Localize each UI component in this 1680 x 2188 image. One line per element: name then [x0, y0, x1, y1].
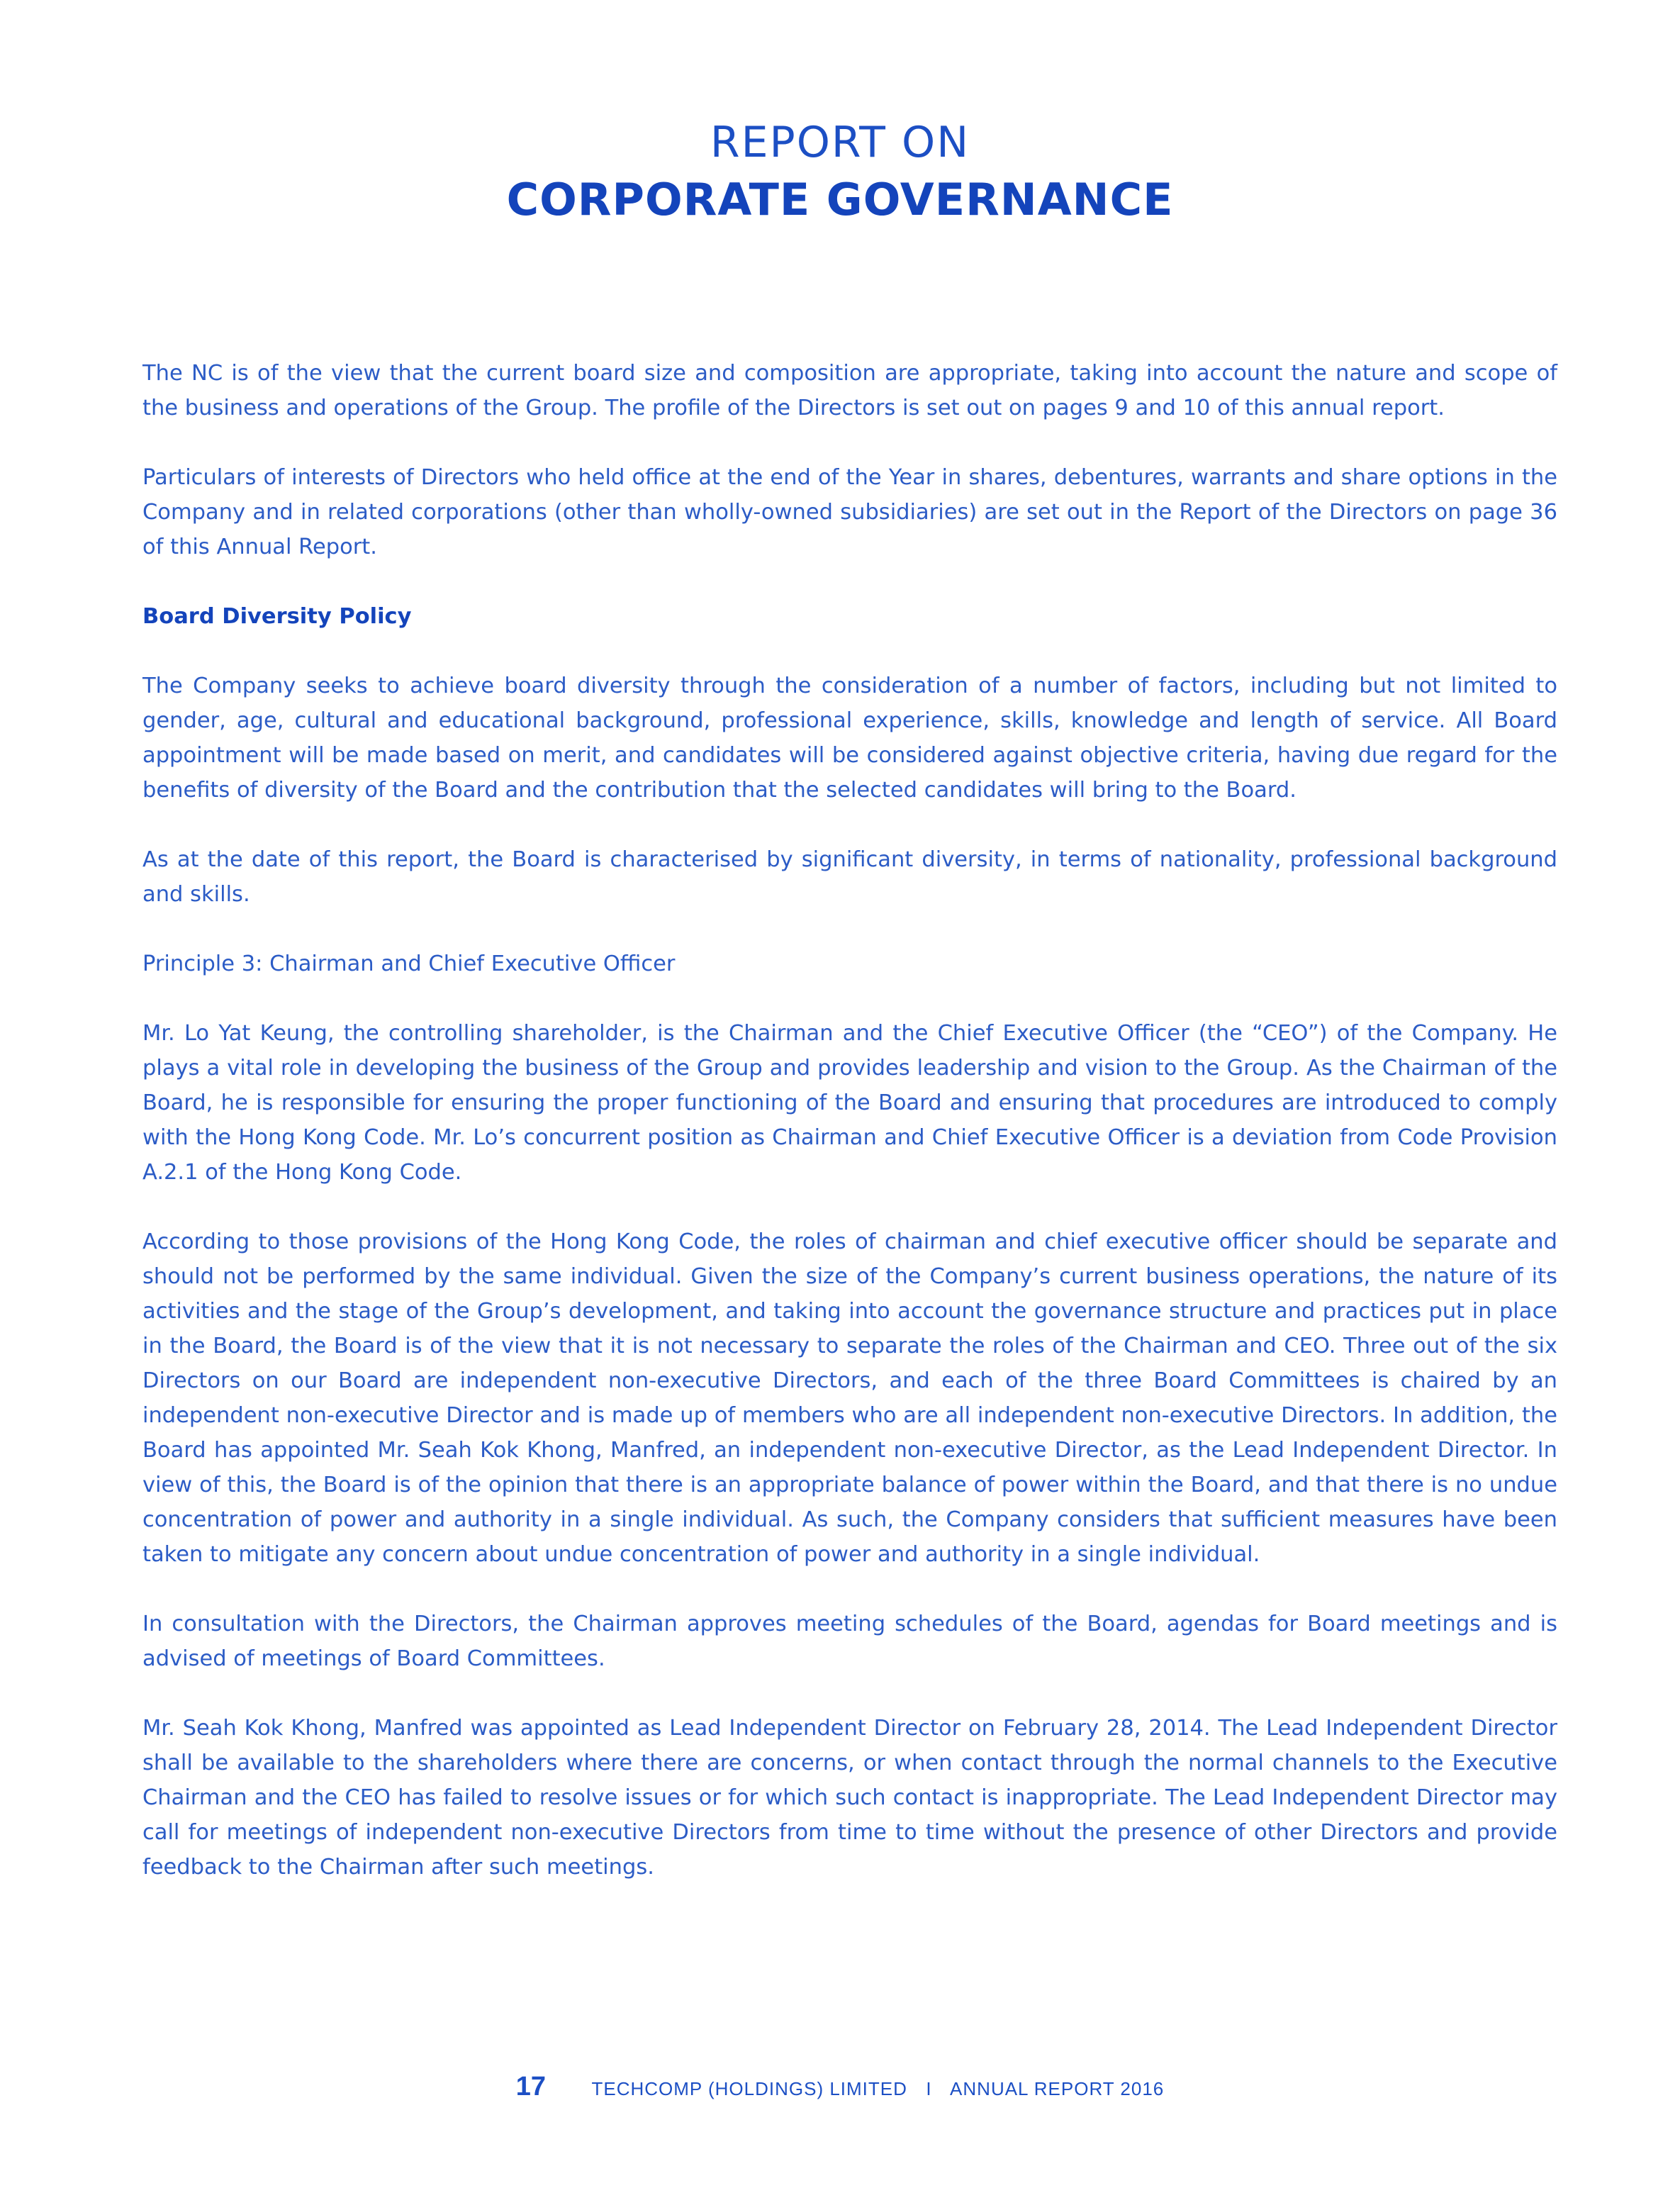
paragraph-board-size: The NC is of the view that the current board size and composition are appropriate, taking into account the nature and scope of the business and operations of the Group. The profile of the Directors is set out on pages 9 and 10 of this annual report.: [142, 361, 1557, 420]
header-title-line1: REPORT ON: [710, 118, 970, 167]
principle-3-title: Principle 3: Chairman and Chief Executive Officer: [142, 951, 676, 976]
footer-report-title: ANNUAL REPORT 2016: [950, 2078, 1165, 2099]
paragraph-chairman-ceo: Mr. Lo Yat Keung, the controlling shareholder, is the Chairman and the Chief Executive Officer (the “CEO”) of the Company. He plays a vital role in developing the business of the Group and provides leadership and vision to the Group. As the Chairman of the Board, he is responsible for ensuring the proper functioning of the Board and ensuring that procedures are introduced to comply with the Hong Kong Code. Mr. Lo’s concurrent position as Chairman and Chief Executive Officer is a deviation from Code Provision A.2.1 of the Hong Kong Code.: [142, 1021, 1557, 1185]
report-body: [142, 356, 1557, 1919]
paragraph-code-provisions: According to those provisions of the Hong Kong Code, the roles of chairman and chief executive officer should be separate and should not be performed by the same individual. Given the size of the Company’s current business operations, the nature of its activities and the stage of the Group’s development, and taking into account the governance structure and practices put in place in the Board, the Board is of the view that it is not necessary to separate the roles of the Chairman and CEO. Three out of the six Directors on our Board are independent non-executive Directors, and each of the three Board Committees is chaired by an independent non-executive Director and is made up of members who are all independent non-executive Directors. In addition, the Board has appointed Mr. Seah Kok Khong, Manfred, an independent non-executive Director, as the Lead Independent Director. In view of this, the Board is of the opinion that there is an appropriate balance of power within the Board, and that there is no undue concentration of power and authority in a single individual. As such, the Company considers that sufficient measures have been taken to mitigate any concern about undue concentration of power and authority in a single individual.: [142, 1229, 1557, 1567]
paragraph-diversity-status: As at the date of this report, the Board is characterised by significant diversity, in terms of nationality, professional background and skills.: [142, 847, 1557, 907]
paragraph-director-interests: Particulars of interests of Directors who held office at the end of the Year in shares, debentures, warrants and share options in the Company and in related corporations (other than wholly-owned subsidiaries) are set out in the Report of the Directors on page 36 of this Annual Report.: [142, 465, 1557, 559]
footer-separator: I: [926, 2078, 931, 2099]
header-title-line2: CORPORATE GOVERNANCE: [506, 174, 1174, 225]
paragraph-meeting-schedules: In consultation with the Directors, the Chairman approves meeting schedules of the Board, agendas for Board meetings and is advised of meetings of Board Committees.: [142, 1612, 1557, 1671]
report-header: [0, 115, 1680, 230]
heading-board-diversity-policy: Board Diversity Policy: [142, 604, 412, 629]
footer-company-name: TECHCOMP (HOLDINGS) LIMITED: [591, 2078, 907, 2099]
page-footer: [0, 2072, 1680, 2102]
paragraph-diversity-factors: The Company seeks to achieve board diversity through the consideration of a number of factors, including but not limited to gender, age, cultural and educational background, professional experience, skills, knowledge and length of service. All Board appointment will be made based on merit, and candidates will be considered against objective criteria, having due regard for the benefits of diversity of the Board and the contribution that the selected candidates will bring to the Board.: [142, 674, 1557, 803]
page-number: 17: [515, 2072, 547, 2102]
paragraph-lead-independent-director: Mr. Seah Kok Khong, Manfred was appointed as Lead Independent Director on February 28, 2014. The Lead Independent Director shall be available to the shareholders where there are concerns, or when contact through the normal channels to the Executive Chairman and the CEO has failed to resolve issues or for which such contact is inappropriate. The Lead Independent Director may call for meetings of independent non-executive Directors from time to time without the presence of other Directors and provide feedback to the Chairman after such meetings.: [142, 1716, 1557, 1880]
